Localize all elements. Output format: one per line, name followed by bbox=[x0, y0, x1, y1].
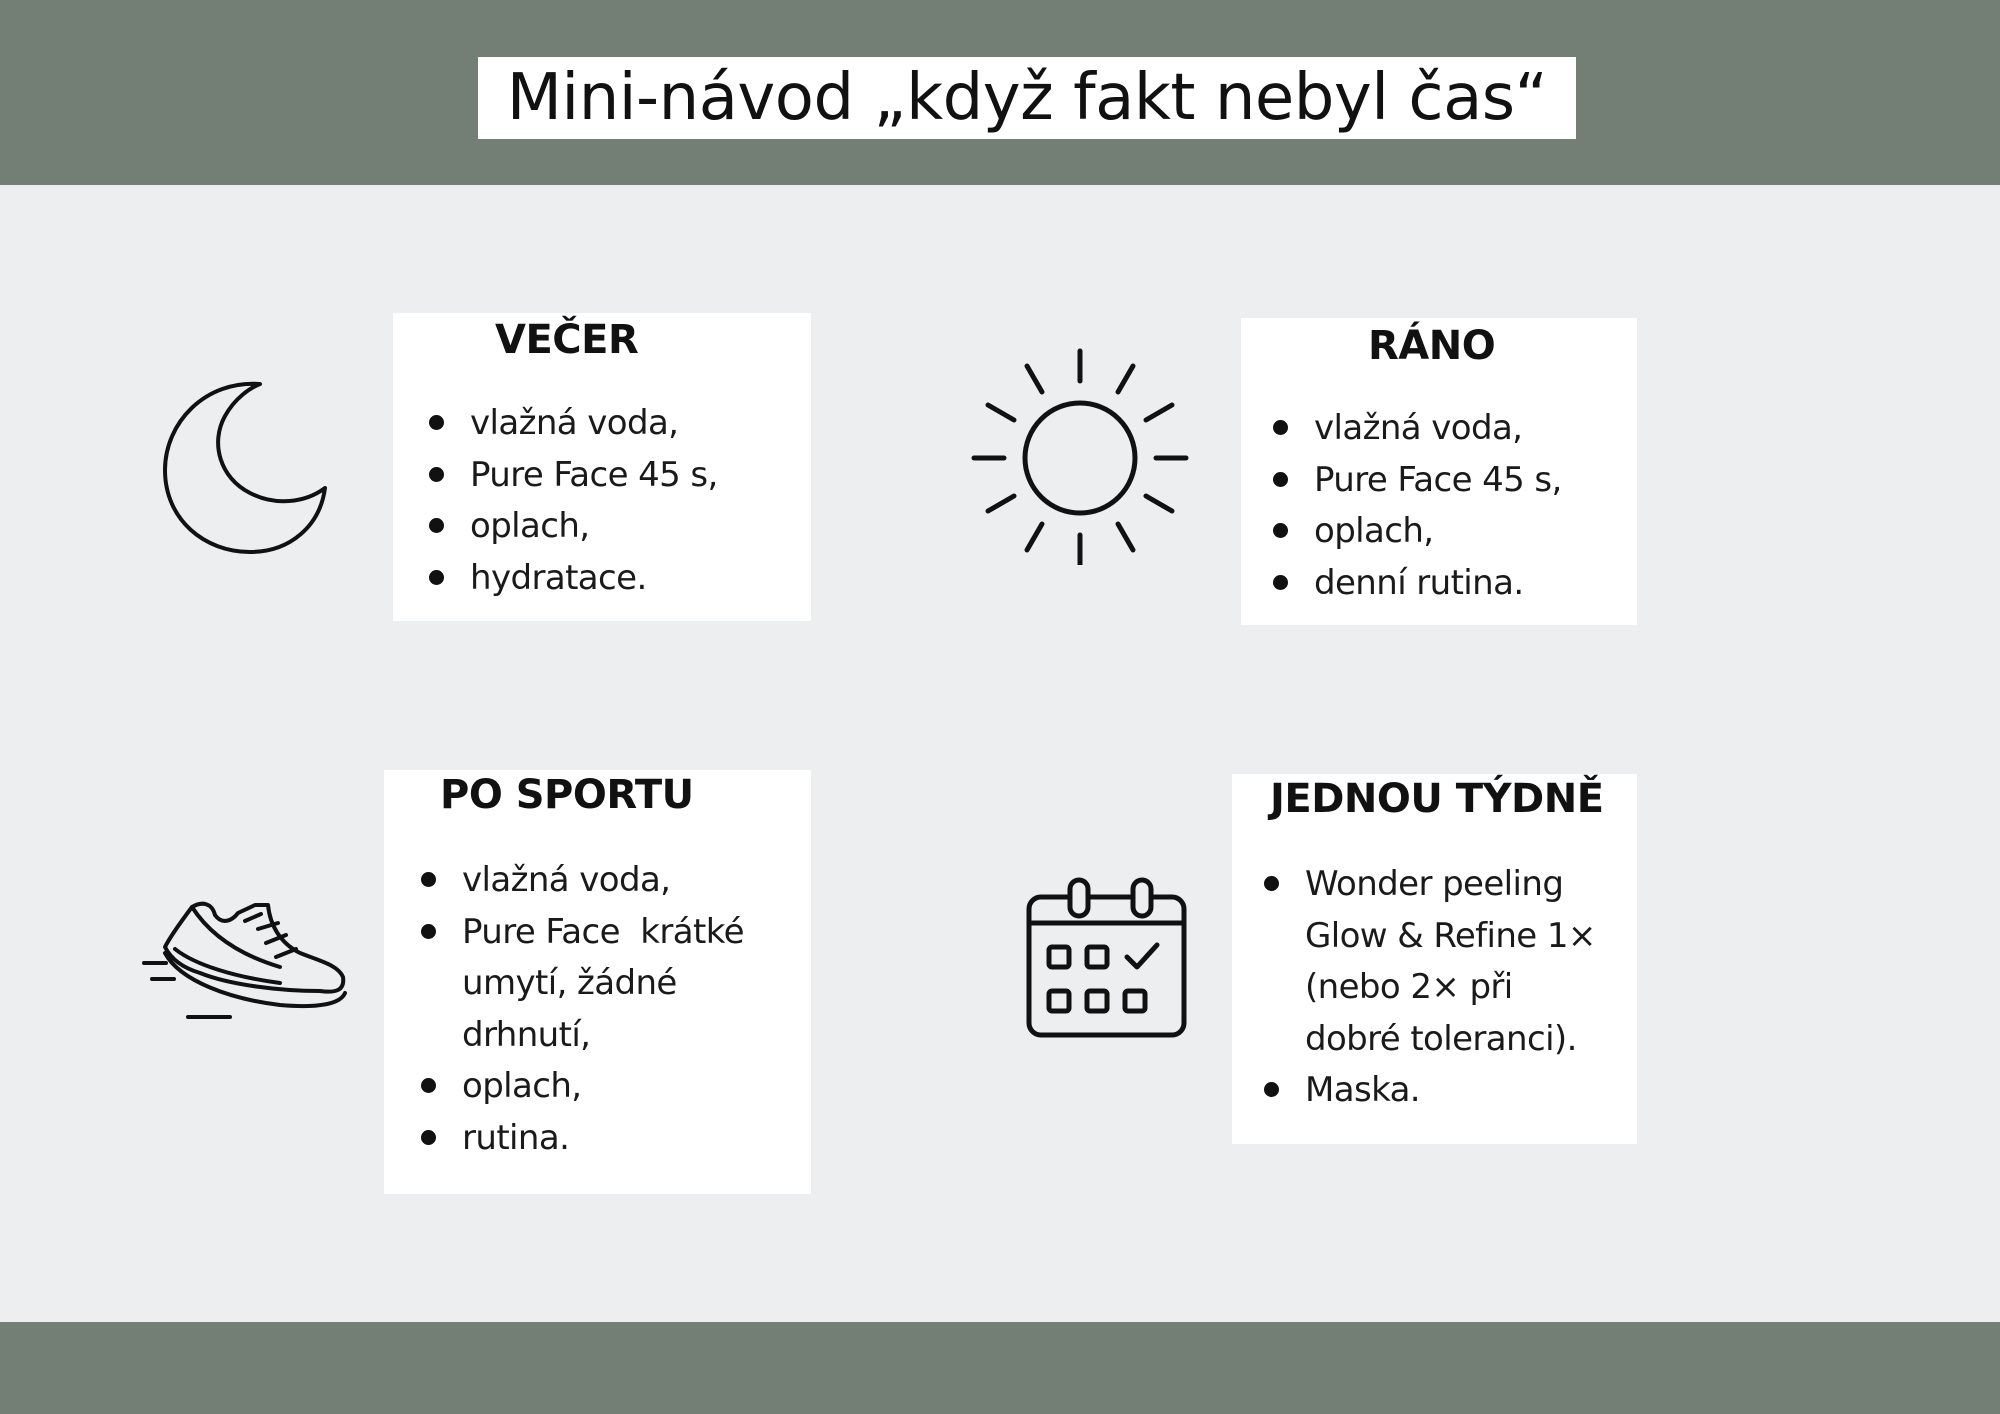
page-title: Mini-návod „když fakt nebyl čas“ bbox=[506, 61, 1548, 135]
card-list bbox=[470, 398, 800, 604]
list-item: rutina. bbox=[462, 1113, 762, 1165]
card-vecer bbox=[393, 313, 811, 621]
calendar-icon bbox=[1025, 875, 1190, 1040]
card-jednou-tydne bbox=[1232, 774, 1637, 1144]
card-heading: PO SPORTU bbox=[440, 772, 694, 818]
list-item: denní rutina. bbox=[1314, 558, 1629, 610]
list-item: hydratace. bbox=[470, 553, 800, 605]
running-shoe-icon bbox=[140, 895, 350, 1025]
card-heading: VEČER bbox=[495, 317, 639, 363]
list-item: oplach, bbox=[470, 501, 800, 553]
list-item: Pure Face 45 s, bbox=[1314, 455, 1629, 507]
list-item: Maska. bbox=[1305, 1065, 1605, 1117]
list-item: Wonder peeling Glow & Refine 1× (nebo 2× při dobré toleranci). bbox=[1305, 859, 1605, 1065]
title-box bbox=[478, 57, 1576, 139]
card-rano bbox=[1241, 318, 1637, 625]
list-item: vlažná voda, bbox=[462, 855, 762, 907]
card-list bbox=[462, 855, 762, 1164]
list-item: Pure Face 45 s, bbox=[470, 450, 800, 502]
card-heading: RÁNO bbox=[1368, 323, 1496, 369]
card-heading: JEDNOU TÝDNĚ bbox=[1270, 776, 1604, 822]
list-item: vlažná voda, bbox=[470, 398, 800, 450]
list-item: Pure Face krátké umytí, žádné drhnutí, bbox=[462, 907, 762, 1062]
list-item: oplach, bbox=[462, 1061, 762, 1113]
footer-band bbox=[0, 1322, 2000, 1414]
list-item: vlažná voda, bbox=[1314, 403, 1629, 455]
card-list bbox=[1305, 859, 1605, 1117]
list-item: oplach, bbox=[1314, 506, 1629, 558]
moon-icon bbox=[155, 378, 335, 558]
sun-icon bbox=[970, 345, 1190, 565]
card-po-sportu bbox=[384, 770, 811, 1194]
card-list bbox=[1314, 403, 1629, 609]
